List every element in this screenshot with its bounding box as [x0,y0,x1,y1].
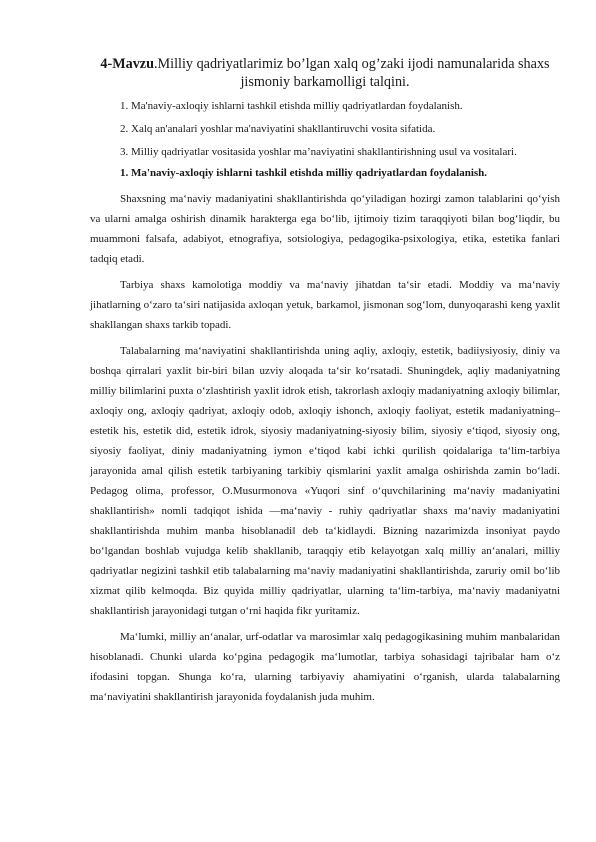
body-paragraph-2: Tarbiya shaxs kamolotiga moddiy va ma‘naviy jihatdan ta‘sir etadi. Moddiy va ma‘naviy jihatlarning o‘zaro ta‘siri natijasida axloqan yetuk, barkamol, jismonan sog‘lom, dunyoqarashi keng yaxlit shakllangan shaxs tarkib topadi. [90,279,560,331]
outline-item-2: 2. Xalq an'analari yoshlar ma'naviyatini shakllantiruvchi vosita sifatida. [120,123,436,135]
section-heading: 1. Ma'naviy-axloqiy ishlarni tashkil etishda milliy qadriyatlardan foydalanish. [120,167,488,179]
body-paragraph-1: Shaxsning ma‘naviy madaniyatini shakllantirishda qo‘yiladigan hozirgi zamon talablarini qo‘yish va ularni amalga oshirish dinamik harakterga ega bo‘lib, ijtimoiy tizim taraqqiyoti bilan bog‘liqdir, bu muammoni falsafa, adabiyot, etnografiya, sotsiologiya, pedagogika-psixologiya, etika, estetika fanlari tadqiq etadi. [90,193,560,265]
body-paragraph-3: Talabalarning ma‘naviyatini shakllantirishda uning aqliy, axloqiy, estetik, badiiysiyosiy, diniy va boshqa qirralari yaxlit bir-biri bilan uzviy aloqada ta‘sir ko‘rsatadi. Shuningdek, aqliy madaniyatning milliy bilimlarini puxta o‘zlashtirish yaxlit idrok etish, takrorlash axloqiy madaniyatning axloqiy bilimlar, axloqiy ong, axloqiy qadriyat, axloqiy odob, axloqiy ishonch, axloqiy faoliyat, estetik madaniyatning– estetik his, estetik did, estetik idrok, siyosiy madaniyatning-siyosiy bilim, siyosiy e‘tiqod, siyosiy ong, siyosiy faoliyat, diniy madaniyatning iymon e‘tiqod kabi ichki qurilish qoidalariga ta‘lim-tarbiya jarayonida amal qilish estetik tarbiyaning tarkibiy qismlarini yaxlit amalga oshirishda zamin bo‘ladi. Pedagog olima, professor, O.Musurmonova «Yuqori sinf o‘quvchilarining ma‘naviy madaniyatini shakllantirish» nomli tadqiqot ishida ―ma‘naviy - ruhiy qadriyatlar shaxs ma‘naviy madaniyatini shakllantirishda muhim manba hisoblanadi‖ deb ta‘kidlaydi. Bizning nazarimizda insoniyat paydo bo‘lgandan boshlab vujudga kelib shakllanib, taraqqiy etib kelayotgan xalq milliy an‘analari, milliy qadriyatlar negizini tashkil etib talabalarning ma‘naviy madaniyatini shakllantirishda, zaruriy omil bo‘lib xizmat qilib kelmoqda. Biz quyida milliy qadriyatlar, ularning ta‘lim-tarbiya, ma‘naviy madaniyatni shakllantirish jarayonidagi tutgan o‘rni haqida fikr yuritamiz. [90,345,560,617]
outline-item-1: 1. Ma'naviy-axloqiy ishlarni tashkil etishda milliy qadriyatlardan foydalanish. [120,100,463,112]
body-paragraph-4: Ma‘lumki, milliy an‘analar, urf-odatlar va marosimlar xalq pedagogikasining muhim manbalaridan hisoblanadi. Chunki ularda ko‘pgina pedagogik ma‘lumotlar, tarbiya sohasidagi tajribalar ham o‘z ifodasini topgan. Shunga ko‘ra, ularning tarbiyaviy ahamiyatini o‘rganish, ularda talabalarning ma‘naviyatini shakllantirish jarayonida foydalanish juda muhim. [90,631,560,703]
title-text: .Milliy qadriyatlarimiz bo’lgan xalq og’zaki ijodi namunalarida shaxs jismoniy barkamolligi talqini. [154,56,550,90]
outline-item-3: 3. Milliy qadriyatlar vositasida yoshlar ma’naviyatini shakllantirishning usul va vositalari. [120,146,517,158]
lecture-title [90,56,560,91]
title-prefix: 4-Mavzu [100,56,154,72]
document-page [90,56,560,713]
